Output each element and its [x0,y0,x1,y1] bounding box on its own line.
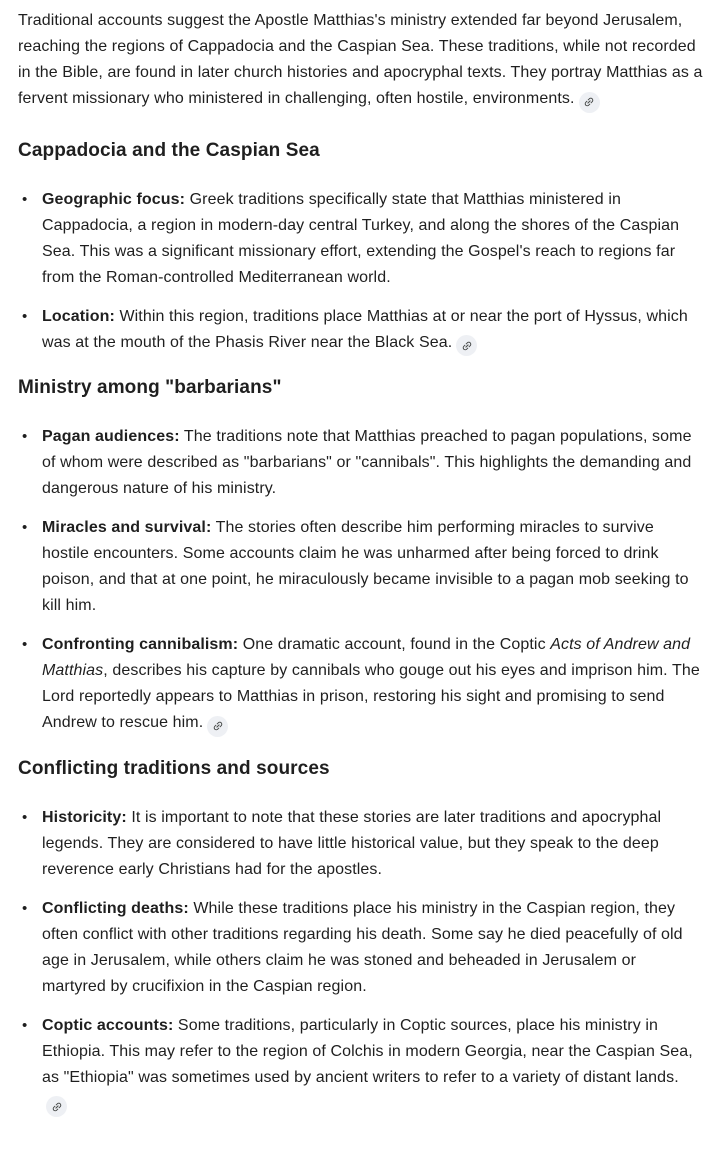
link-icon [48,1098,65,1115]
bullet-lead-in: Confronting cannibalism: [42,636,239,653]
text-segment: Traditional accounts suggest the Apostle Matthias's ministry extended far beyond Jerusalem, reaching the regions of Cappadocia and the Caspian Sea. These traditions, while not recorded in the Bible, are found in later church histories and apocryphal texts. They portray Matthias as a fervent missionary who ministered in challenging, often hostile, environments. [18,12,703,107]
text-segment: One dramatic account, found in the Coptic [238,636,551,653]
bullet-lead-in: Coptic accounts: [42,1016,174,1034]
text-segment: The stories often describe him performing miracles to survive hostile encounters. Some accounts claim he was unharmed after being forced to drink poison, and that at one point, he miraculously became invisible to a pagan mob seeking to kill him. [42,519,689,614]
bullet-lead-in: Location: [42,307,115,325]
text-segment: The traditions note that Matthias preached to pagan populations, some of whom were described as "barbarians" or "cannibals". This highlights the demanding and dangerous nature of his ministry. [42,428,692,497]
list-item [18,187,703,291]
citation-link-chip[interactable] [579,92,600,113]
bullet-list [18,187,703,357]
citation-link-chip[interactable] [456,335,477,356]
text-segment: While these traditions place his ministry in the Caspian region, they often conflict with other traditions regarding his death. Some say he died peacefully of old age in Jerusalem, while others claim he was stoned and beheaded in Jerusalem or martyred by crucifixion in the Caspian region. [42,899,683,995]
link-icon [581,94,598,111]
bullet-lead-in: Conflicting deaths: [42,899,189,917]
text-segment: Greek traditions specifically state that Matthias ministered in Cappadocia, a region in modern-day central Turkey, and along the shores of the Caspian Sea. This was a significant missionary effort, extending the Gospel's reach to regions far from the Roman-controlled Mediterranean world. [42,190,680,286]
text-segment: Some traditions, particularly in Coptic sources, place his ministry in Ethiopia. This may refer to the region of Colchis in modern Georgia, near the Caspian Sea, as "Ethiopia" was sometimes used by ancient writers to refer to a variety of distant lands. [42,1016,693,1086]
italic-title: Acts of Andrew and Matthias [42,636,691,679]
bullet-lead-in: Historicity: [42,808,127,826]
text-segment: , describes his capture by cannibals who gouge out his eyes and imprison him. The Lord reportedly appears to Matthias in prison, restoring his sight and promising to send Andrew to rescue him. [42,662,700,731]
bullet-lead-in: Pagan audiences: [42,428,180,445]
list-item [18,424,703,502]
list-item [18,805,703,883]
citation-link-chip[interactable] [207,716,228,737]
list-item [18,632,703,737]
text-segment: Within this region, traditions place Matthias at or near the port of Hyssus, which was at the mouth of the Phasis River near the Black Sea. [42,307,688,351]
text-segment: It is important to note that these stories are later traditions and apocryphal legends. They are considered to have little historical value, but they speak to the deep reverence early Christians had for the apostles. [42,808,662,878]
list-item [18,1013,703,1118]
bullet-lead-in: Miracles and survival: [42,519,212,536]
section-heading: Conflicting traditions and sources [18,757,330,779]
bullet-lead-in: Geographic focus: [42,190,186,208]
link-icon [209,718,226,735]
bullet-list [18,805,703,1118]
list-item [18,304,703,357]
section-heading: Ministry among "barbarians" [18,377,282,398]
list-item [18,896,703,1000]
intro-paragraph [18,8,703,113]
list-item [18,515,703,619]
section-heading: Cappadocia and the Caspian Sea [18,139,320,161]
link-icon [458,337,475,354]
bullet-list [18,424,703,737]
citation-link-chip[interactable] [46,1096,67,1117]
